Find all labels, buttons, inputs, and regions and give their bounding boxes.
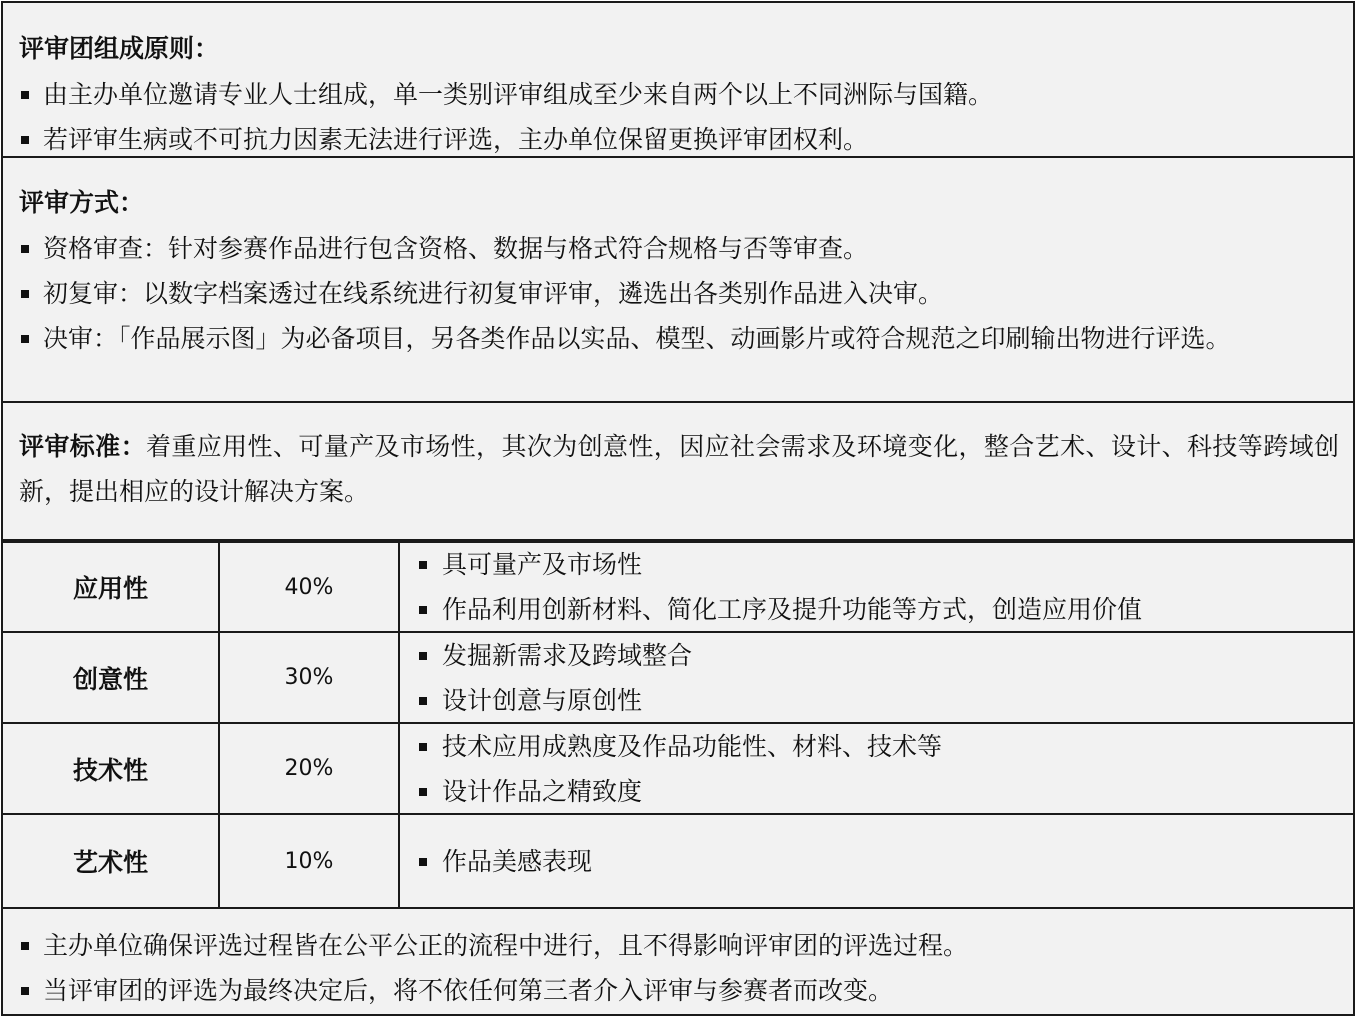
- judging-method-heading: 评审方式：: [19, 188, 145, 217]
- criterion-point-text: 发掘新需求及跨域整合: [442, 640, 693, 670]
- criterion-point: [400, 839, 1353, 884]
- square-bullet-icon: [21, 290, 29, 298]
- panel-rule-item: [21, 117, 1341, 162]
- judging-rules-document: [1, 1, 1355, 1016]
- criterion-name: 艺术性: [3, 815, 220, 907]
- criterion-point-text: 具可量产及市场性: [442, 550, 643, 579]
- method-item: [21, 226, 1341, 271]
- criterion-name: 技术性: [3, 724, 220, 813]
- panel-composition-heading: 评审团组成原则：: [19, 34, 220, 63]
- criteria-label: 评审标准：: [19, 432, 146, 461]
- criterion-point-text: 设计作品之精致度: [442, 776, 643, 806]
- criterion-point-text: 作品利用创新材料、简化工序及提升功能等方式，创造应用价值: [442, 595, 1143, 624]
- criterion-point: [400, 633, 1353, 678]
- criteria-table-row: [3, 724, 1353, 815]
- method-item: [21, 271, 1341, 316]
- criterion-name: 创意性: [3, 633, 220, 722]
- method-item-text: 资格审查：针对参赛作品进行包含资格、数据与格式符合规格与否等审查。: [43, 234, 869, 263]
- criterion-point-text: 技术应用成熟度及作品功能性、材料、技术等: [442, 731, 943, 761]
- criteria-table-row: [3, 541, 1353, 633]
- criterion-description: [400, 724, 1353, 813]
- criterion-point: [400, 587, 1353, 632]
- criterion-weight: 40%: [220, 543, 400, 631]
- square-bullet-icon: [21, 987, 29, 995]
- panel-rule-text: 由主办单位邀请专业人士组成，单一类别评审组成至少来自两个以上不同洲际与国籍。: [43, 80, 994, 109]
- closing-note-item: [21, 923, 1341, 968]
- criteria-text: 着重应用性、可量产及市场性，其次为创意性，因应社会需求及环境变化，整合艺术、设计、科技等跨域创新，提出相应的设计解决方案。: [19, 432, 1339, 506]
- square-bullet-icon: [419, 788, 427, 796]
- square-bullet-icon: [419, 652, 427, 660]
- closing-note-item: [21, 968, 1341, 1013]
- square-bullet-icon: [419, 697, 427, 705]
- criterion-point-text: 设计创意与原创性: [442, 685, 643, 715]
- criterion-description: [400, 543, 1353, 631]
- square-bullet-icon: [21, 91, 29, 99]
- criterion-point: [400, 724, 1353, 769]
- criterion-description: [400, 815, 1353, 907]
- square-bullet-icon: [419, 606, 427, 614]
- closing-notes-section: [3, 909, 1353, 1017]
- square-bullet-icon: [21, 335, 29, 343]
- criterion-point-text: 作品美感表现: [442, 846, 593, 876]
- square-bullet-icon: [419, 561, 427, 569]
- criteria-table-row: [3, 815, 1353, 909]
- closing-note-text: 主办单位确保评选过程皆在公平公正的流程中进行，且不得影响评审团的评选过程。: [43, 931, 969, 960]
- criterion-weight: 20%: [220, 724, 400, 813]
- criterion-name: 应用性: [3, 543, 220, 631]
- criterion-point: [400, 542, 1353, 587]
- method-item-text: 决审：「作品展示图」为必备项目，另各类作品以实品、模型、动画影片或符合规范之印刷输出物进行评选。: [43, 324, 1231, 353]
- method-item-text: 初复审：以数字档案透过在线系统进行初复审评审，遴选出各类别作品进入决审。: [43, 279, 944, 308]
- method-item: [21, 316, 1341, 361]
- criterion-point: [400, 678, 1353, 723]
- judging-criteria-section: [3, 403, 1353, 541]
- criteria-table-row: [3, 633, 1353, 724]
- criteria-table: [3, 541, 1353, 909]
- square-bullet-icon: [419, 858, 427, 866]
- panel-rule-text: 若评审生病或不可抗力因素无法进行评选，主办单位保留更换评审团权利。: [43, 125, 869, 154]
- closing-note-text: 当评审团的评选为最终决定后，将不依任何第三者介入评审与参赛者而改变。: [43, 976, 894, 1005]
- square-bullet-icon: [21, 942, 29, 950]
- panel-composition-section: [3, 3, 1353, 158]
- square-bullet-icon: [21, 245, 29, 253]
- criterion-description: [400, 633, 1353, 722]
- criteria-paragraph: [19, 424, 1339, 514]
- criterion-point: [400, 769, 1353, 814]
- criterion-weight: 30%: [220, 633, 400, 722]
- criterion-weight: 10%: [220, 815, 400, 907]
- square-bullet-icon: [21, 136, 29, 144]
- panel-rule-item: [21, 72, 1341, 117]
- square-bullet-icon: [419, 743, 427, 751]
- judging-method-section: [3, 158, 1353, 403]
